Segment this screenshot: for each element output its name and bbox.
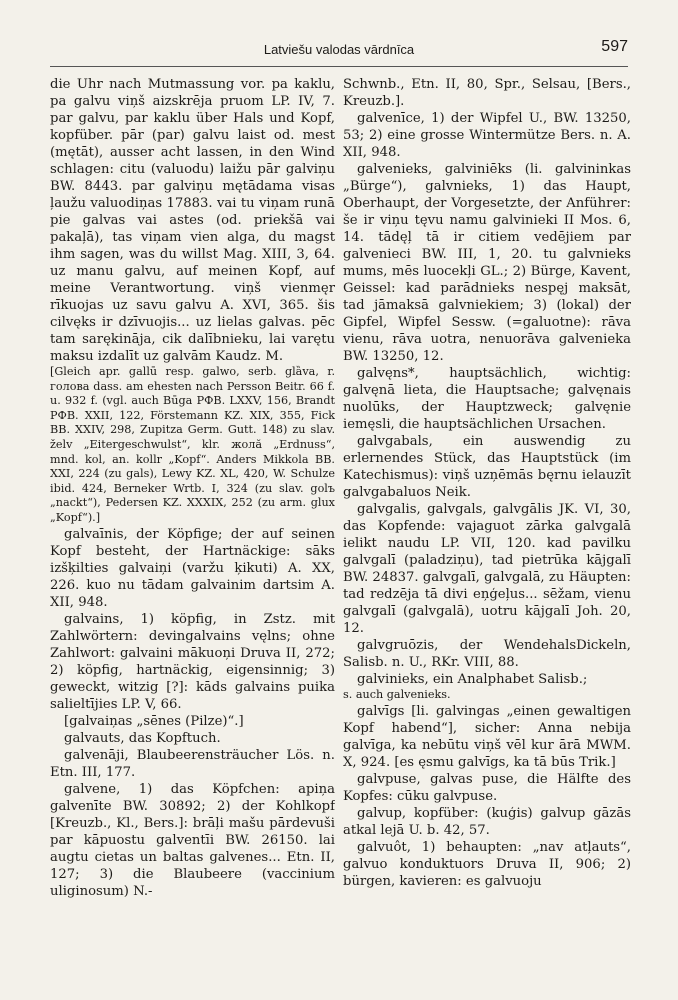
cross-reference: s. auch galvenieks. (343, 688, 451, 701)
entry-galvains: galvains, 1) köpfig, in Zstz. mit Zahlwörtern: devingalvains vęlns; ohne Zahlwort: galvaini mākuoņi Druva II, 272; 2) köpfig, hartnäckig, eigensinnig; 3) geweckt, witzig [?]: kāds galvains puika salieltījies LP. V, 66. (50, 611, 335, 712)
entry-galvainas: [galvaiņas „sēnes (Pilze)“.] (64, 713, 244, 729)
entry-galvinieks: galvinieks, ein Analphabet Salisb.; (357, 672, 588, 687)
header-rule (50, 66, 628, 67)
page-number: 597 (601, 38, 628, 55)
entry-galvigs: galvīgs [li. galvingas „einen gewaltigen Kopf habend“], sicher: Anna nebija galvīga, ka nebūtu viņš vēl kur ārā MWM. X, 924. [es ęsmu galvīgs, ka tā būs Trik.] (343, 703, 631, 770)
entry-continuation: Schwnb., Etn. II, 80, Spr., Selsau, [Bers., Kreuzb.]. (343, 77, 631, 109)
entry-galvenieks: galvenieks, galviniēks (li. galvininkas „Bürge“), galvnieks, 1) das Haupt, Oberhaupt, der Vorgesetzte, der Anführer: še ir viņu tęvu namu galvinieki II Mos. 6, 14. tādęļ tā ir citiem vedējiem par galvenieci BW. III, 1, 20. tu galvnieks mums, mēs luocekļi GL.; 2) Bürge, Kavent, Geissel: kad parādnieks nespęj maksāt, tad jāmaksā galvniekiem; 3) (lokal) der Gipfel, Wipfel Sessw. (=galuotne): rāva vienu, rāva uotra, nenuorāva galvenieka BW. 13250, 12. (343, 162, 631, 364)
entry-galvup: galvup, kopfüber: (kuģis) galvup gāzās atkal lejā U. b. 42, 57. (343, 805, 631, 838)
left-column (50, 76, 335, 991)
entry-galvenice: galvenīce, 1) der Wipfel U., BW. 13250, 53; 2) eine grosse Wintermütze Bers. n. A. XII, 948. (343, 111, 631, 160)
entry-galvainis: galvaīnis, der Köpfige; der auf seinen Kopf besteht, der Hartnäckige: sāks izšķilties galvaiņi (varžu ķikuti) A. XX, 226. kuo nu tādam galvainim dartsim A. XII, 948. (50, 526, 335, 610)
entry-galvens: galvęns*, hauptsächlich, wichtig: galvęnā lieta, die Hauptsache; galvęnais nuolūks, der Hauptzweck; galvęnie iemęsli, die hauptsächlichen Ursachen. (343, 366, 631, 432)
running-title: Latviešu valodas vārdnīca (263, 42, 415, 57)
entry-continuation: die Uhr nach Mutmassung vor. pa kaklu, pa galvu viņš aizskrēja pruom LP. IV, 7. par galvu, par kaklu über Hals und Kopf, kopfüber. pār (par) galvu laist od. mest (mętāt), ausser acht lassen, in den Wind schlagen: citu (valuodu) laižu pār galviņu BW. 8443. par galviņu mętādama visas ļaužu valuodiņas 17883. vai tu viņam runā pie galvas vai astes (od. priekšā vai pakaļā), tas viņam vien alga, du magst ihm sagen, was du willst Mag. XIII, 3, 64. uz manu galvu, auf meinen Kopf, auf meine Verantwortung. viņš vienmęr rīkuojas uz savu galvu A. XVI, 365. šis cilvęks ir dzīvuojis... uz lielas galvas. pēc tam sarękināja, cik dalībnieku, lai varętu maksu izdalīt uz galvām Kaudz. M. (50, 77, 335, 364)
entry-galvpuse: galvpuse, galvas puse, die Hälfte des Kopfes: cūku galvpuse. (343, 771, 631, 804)
page-header (50, 38, 628, 62)
entry-galvgruozis: galvgruōzis, der WendehalsDickeln, Salisb. n. U., RKr. VIII, 88. (343, 638, 631, 670)
right-column (343, 76, 631, 991)
entry-galvuot: galvuôt, 1) behaupten: „nav atļauts“, galvuo konduktuors Druva II, 906; 2) bürgen, kavieren: es galvuoju (343, 839, 631, 889)
entry-galvgabals: galvgabals, ein auswendig zu erlernendes Stück, das Hauptstück (im Katechismus): viņš uzņēmās bęrnu ielauzīt galvgabaluos Neik. (343, 434, 631, 500)
entry-galvene: galvene, 1) das Köpfchen: apiņa galvenīte BW. 30892; 2) der Kohlkopf [Kreuzb., Kl., Bers.]: brāļi mašu pārdevuši par kāpuostu galventīi BW. 26150. lai augtu cietas un baltas galvenes... Etn. II, 127; 3) die Blaubeere (vaccinium uliginosum) N.- (50, 781, 335, 899)
entry-galvauts: galvauts, das Kopftuch. (64, 730, 221, 746)
entry-galvgalis: galvgalis, galvgals, galvgālis JK. VI, 30, das Kopfende: vajaguot zārka galvgalā ielikt naudu LP. VII, 120. kad pavilku galvgalī (paladziņu), tad pietrūka kājgalī BW. 24837. galvgalī, galvgalā, zu Häupten: tad redzēja tā divi eņģeļus... sēžam, vienu galvgalī (galvgalā), uotru kājgalī Joh. 20, 12. (343, 502, 631, 636)
entry-galvenaji: galvenāji, Blaubeerensträucher Lös. n. Etn. III, 177. (50, 747, 335, 780)
etymology-note: [Gleich apr. gallū resp. galwo, serb. glȁva, r. голова dass. am ehesten nach Persson Beitr. 66 f. u. 932 f. (vgl. auch Būga РФВ. LXXV, 156, Brandt РФВ. XXII, 122, Förstemann KZ. XIX, 355, Fick BB. XXIV, 298, Zupitza Germ. Gutt. 148) zu slav. želv „Eitergeschwulst“, klr. жолӑ „Erdnuss“, mnd. kol, an. kollr „Kopf“. Anders Mikkola BB. XXI, 224 (zu gals), Lewy KZ. XL, 420, W. Schulze ibid. 424, Berneker Wrtb. I, 324 (zu slav. golъ „nackt“), Pedersen KZ. XXXIX, 252 (zu arm. glux „Kopf“).] (50, 365, 335, 524)
